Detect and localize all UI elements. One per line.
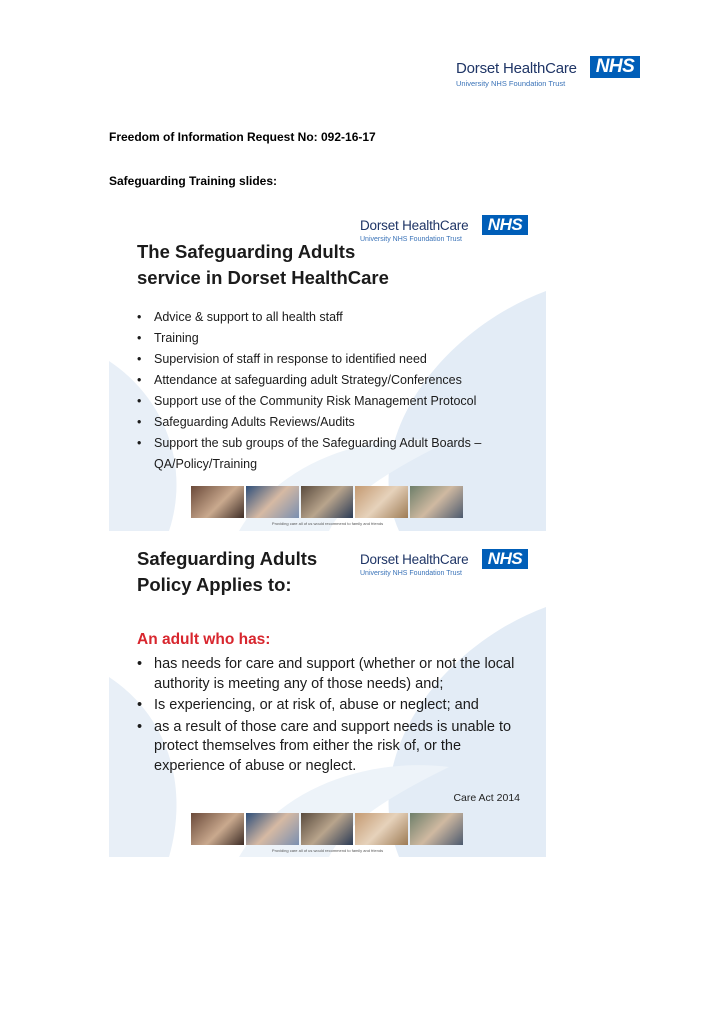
photo-image [246, 486, 299, 518]
photo-strip [191, 486, 463, 518]
slide-title-line-1: Safeguarding Adults [137, 548, 318, 569]
foi-request-line: Freedom of Information Request No: 092-16-17 [109, 130, 376, 144]
bullet-item: • Training [137, 331, 199, 345]
photo-caption: Providing care all of us would recommend to family and friends [271, 848, 384, 853]
bullet-item: • has needs for care and support (whether or not the local authority is meeting any of those needs) and; [137, 656, 515, 692]
slide-logo-subtitle: University NHS Foundation Trust [360, 236, 462, 243]
photo-image [191, 813, 244, 845]
photo-image [410, 486, 463, 518]
bullet-item: • Advice & support to all health staff [137, 310, 343, 324]
logo-subtitle: University NHS Foundation Trust [456, 79, 566, 88]
photo-image [410, 813, 463, 845]
document-subtitle: Safeguarding Training slides: [109, 174, 278, 188]
photo-image [355, 486, 408, 518]
bullet-item: • Attendance at safeguarding adult Strategy/Conferences [137, 373, 462, 387]
slide-bullet-list [137, 307, 527, 475]
photo-strip [191, 813, 463, 845]
slide-logo [360, 549, 528, 579]
slide-title-line-1: The Safeguarding Adults [137, 241, 356, 262]
photo-image [191, 486, 244, 518]
photo-image [301, 813, 354, 845]
citation: Care Act 2014 [453, 792, 520, 804]
photo-caption: Providing care all of us would recommend to family and friends [271, 521, 384, 526]
slide-nhs-logo: NHS [482, 215, 528, 235]
slide-logo-name: Dorset HealthCare [360, 218, 469, 233]
logo-name: Dorset HealthCare [456, 60, 577, 77]
bullet-item: • Supervision of staff in response to identified need [137, 352, 427, 366]
slide-title-line-2: service in Dorset HealthCare [137, 267, 389, 288]
dorset-healthcare-logo [456, 56, 640, 90]
slide-logo-subtitle: University NHS Foundation Trust [360, 570, 462, 577]
bullet-item: • Safeguarding Adults Reviews/Audits [137, 415, 355, 429]
slide-logo-name: Dorset HealthCare [360, 552, 469, 567]
bullet-item: • Is experiencing, or at risk of, abuse or neglect; and [137, 697, 479, 713]
slide-nhs-logo: NHS [482, 549, 528, 569]
photo-image [246, 813, 299, 845]
photo-image [301, 486, 354, 518]
slide-logo [360, 215, 528, 245]
bullet-item: • Support the sub groups of the Safeguarding Adult Boards – QA/Policy/Training [137, 436, 482, 471]
bullet-item: • Support use of the Community Risk Management Protocol [137, 394, 477, 408]
slide-subheading: An adult who has: [137, 631, 271, 648]
slide-bullet-list [137, 655, 527, 778]
photo-image [355, 813, 408, 845]
bullet-item: • as a result of those care and support needs is unable to protect themselves from either the risk of, or the experience of abuse or neglect. [137, 718, 512, 774]
slide-policy-applies [109, 537, 546, 857]
nhs-logo: NHS [590, 56, 640, 78]
slide-safeguarding-service [109, 211, 546, 531]
slide-title-line-2: Policy Applies to: [137, 574, 292, 595]
